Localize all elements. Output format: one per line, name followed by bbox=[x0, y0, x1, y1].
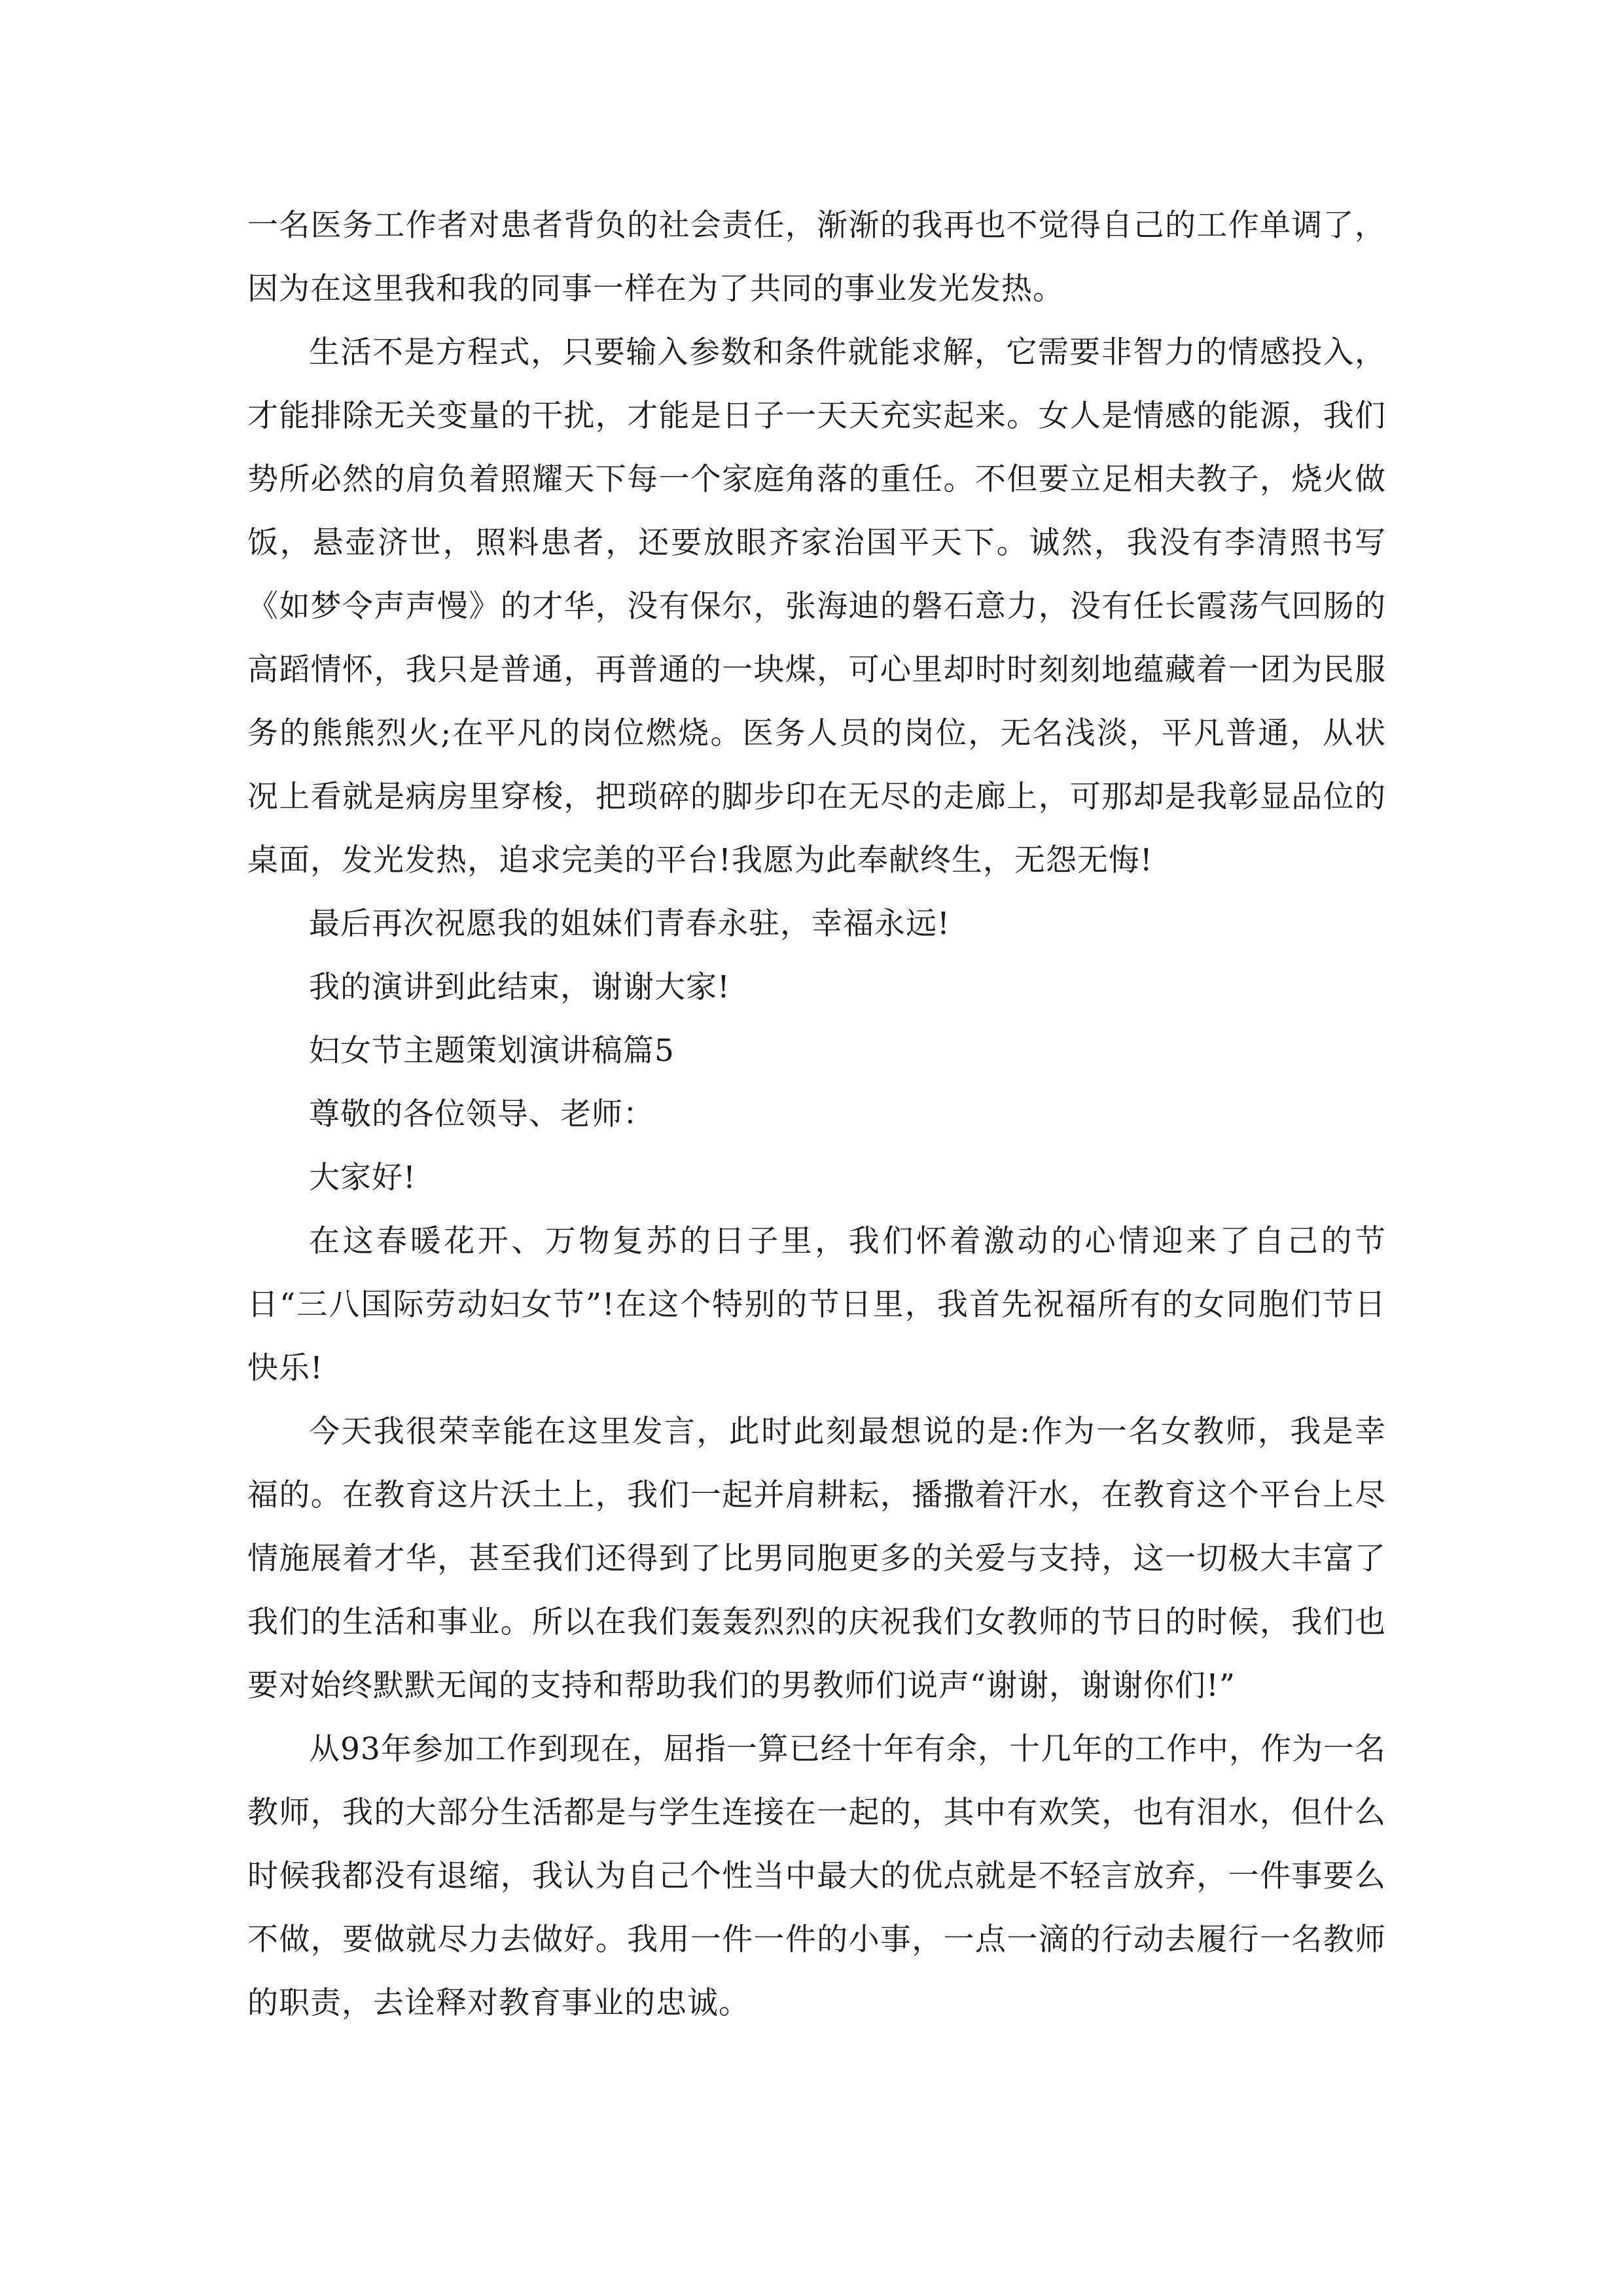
paragraph-9: 今天我很荣幸能在这里发言，此时此刻最想说的是:作为一名女教师，我是幸福的。在教育这片沃土上，我们一起并肩耕耘，播撒着汗水，在教育这个平台上尽情施展着才华，甚至我们还得到了比男同胞更多的关爱与支持，这一切极大丰富了我们的生活和事业。所以在我们轰轰烈烈的庆祝我们女教师的节日的时候，我们也要对始终默默无闻的支持和帮助我们的男教师们说声“谢谢，谢谢你们!” bbox=[247, 1414, 1386, 1704]
section-heading: 妇女节主题策划演讲稿篇5 bbox=[309, 1033, 675, 1069]
paragraph-3: 最后再次祝愿我的姐妹们青春永驻，幸福永远! bbox=[309, 906, 950, 942]
paragraph-10: 从93年参加工作到现在，屈指一算已经十年有余，十几年的工作中，作为一名教师，我的大部分生活都是与学生连接在一起的，其中有欢笑，也有泪水，但什么时候我都没有退缩，我认为自己个性当中最大的优点就是不轻言放弃，一件事要么不做，要做就尽力去做好。我用一件一件的小事，一点一滴的行动去履行一名教师的职责，去诠释对教育事业的忠诚。 bbox=[247, 1731, 1386, 2021]
paragraph-2: 生活不是方程式，只要输入参数和条件就能求解，它需要非智力的情感投入，才能排除无关变量的干扰，才能是日子一天天充实起来。女人是情感的能源，我们势所必然的肩负着照耀天下每一个家庭角落的重任。不但要立足相夫教子，烧火做饭，悬壶济世，照料患者，还要放眼齐家治国平天下。诚然，我没有李清照书写《如梦令声声慢》的才华，没有保尔，张海迪的磐石意力，没有任长霞荡气回肠的高蹈情怀，我只是普通，再普通的一块煤，可心里却时时刻刻地蕴藏着一团为民服务的熊熊烈火;在平凡的岗位燃烧。医务人员的岗位，无名浅淡，平凡普通，从状况上看就是病房里穿梭，把琐碎的脚步印在无尽的走廊上，可那却是我彰显品位的桌面，发光发热，追求完美的平台!我愿为此奉献终生，无怨无悔! bbox=[247, 334, 1386, 878]
greeting: 大家好! bbox=[309, 1160, 416, 1196]
paragraph-8: 在这春暖花开、万物复苏的日子里，我们怀着激动的心情迎来了自己的节日“三八国际劳动妇女节”!在这个特别的节日里，我首先祝福所有的女同胞们节日快乐! bbox=[247, 1223, 1386, 1386]
document-body bbox=[247, 194, 1386, 2035]
paragraph-4: 我的演讲到此结束，谢谢大家! bbox=[309, 969, 730, 1005]
paragraph-1: 一名医务工作者对患者背负的社会责任，渐渐的我再也不觉得自己的工作单调了，因为在这里我和我的同事一样在为了共同的事业发光发热。 bbox=[247, 207, 1386, 307]
salutation: 尊敬的各位领导、老师： bbox=[309, 1096, 654, 1132]
